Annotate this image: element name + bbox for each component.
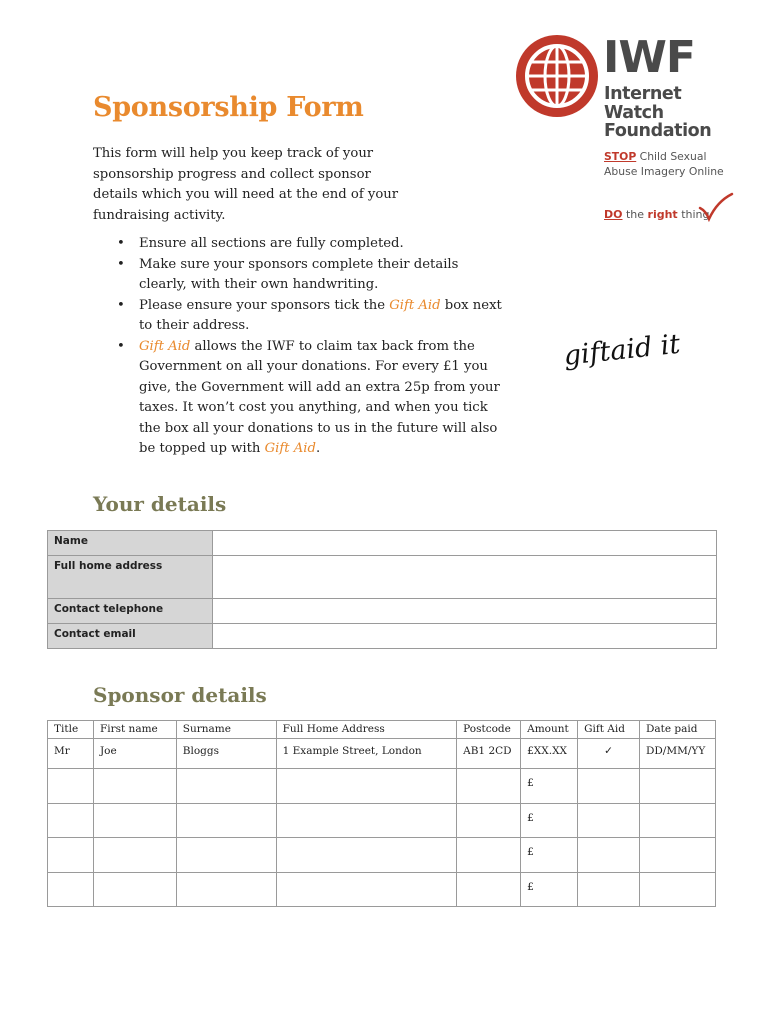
list-item (117, 337, 502, 460)
cell-address[interactable] (276, 838, 457, 873)
tagline-text: Abuse Imagery Online (604, 164, 724, 178)
sponsor-details-heading: Sponsor details (93, 683, 267, 707)
cell-gift-aid-checkbox[interactable] (578, 769, 640, 804)
red-tick-icon (698, 192, 734, 222)
table-header-row (48, 721, 716, 739)
cell-surname[interactable]: Bloggs (176, 739, 276, 769)
tagline-text: thing (677, 208, 710, 221)
table-row (48, 872, 716, 907)
cell-surname[interactable] (176, 769, 276, 804)
cell-title[interactable] (48, 872, 94, 907)
column-header: Full Home Address (276, 721, 457, 739)
cell-date-paid[interactable] (639, 769, 715, 804)
instructions-list (117, 234, 502, 460)
cell-title[interactable] (48, 769, 94, 804)
bullet-text: Please ensure your sponsors tick the (139, 297, 390, 313)
gift-aid-term: Gift Aid (139, 338, 191, 354)
column-header: Date paid (639, 721, 715, 739)
right-word: right (647, 208, 678, 221)
cell-postcode[interactable] (457, 872, 521, 907)
column-header: Gift Aid (578, 721, 640, 739)
column-header: First name (93, 721, 176, 739)
gift-aid-term: Gift Aid (264, 441, 316, 456)
stop-tagline (604, 150, 724, 179)
email-label: Contact email (48, 624, 213, 649)
column-header: Title (48, 721, 94, 739)
cell-amount[interactable]: £ (521, 872, 578, 907)
cell-amount[interactable]: £ (521, 803, 578, 838)
cell-title[interactable]: Mr (48, 739, 94, 769)
list-item (117, 255, 502, 296)
cell-first-name[interactable] (93, 872, 176, 907)
cell-gift-aid-checkbox[interactable]: ✓ (578, 739, 640, 769)
cell-date-paid[interactable]: DD/MM/YY (639, 739, 715, 769)
email-field[interactable] (213, 624, 717, 649)
cell-first-name[interactable] (93, 803, 176, 838)
bullet-text: allows the IWF to claim tax back from the Government on all your donations. For every £1 you give, the Government will add an extra 25p from your taxes. It won’t cost you anything, and when you tick the box all your donations to us in the future will also be topped up with (139, 338, 500, 456)
cell-first-name[interactable] (93, 769, 176, 804)
cell-address[interactable] (276, 803, 457, 838)
name-field[interactable] (213, 531, 717, 556)
column-header: Postcode (457, 721, 521, 739)
tagline-text: Child Sexual (636, 150, 707, 163)
cell-postcode[interactable]: AB1 2CD (457, 739, 521, 769)
phone-label: Contact telephone (48, 599, 213, 624)
cell-first-name[interactable]: Joe (93, 739, 176, 769)
cell-gift-aid-checkbox[interactable] (578, 872, 640, 907)
cell-title[interactable] (48, 803, 94, 838)
bullet-text: Make sure your sponsors complete their details clearly, with their own handwriting. (139, 256, 459, 292)
cell-postcode[interactable] (457, 769, 521, 804)
gift-aid-logo-text: giftaid it (562, 328, 682, 372)
your-details-heading: Your details (93, 492, 227, 516)
cell-date-paid[interactable] (639, 803, 715, 838)
gift-aid-term: Gift Aid (389, 297, 441, 313)
stop-word: STOP (604, 150, 637, 163)
cell-address[interactable] (276, 769, 457, 804)
cell-gift-aid-checkbox[interactable] (578, 838, 640, 873)
cell-amount[interactable]: £ (521, 769, 578, 804)
cell-date-paid[interactable] (639, 872, 715, 907)
bullet-text: . (315, 441, 321, 456)
tagline-text: the (622, 208, 648, 221)
column-header: Amount (521, 721, 578, 739)
cell-amount[interactable]: £XX.XX (521, 739, 578, 769)
cell-surname[interactable] (176, 872, 276, 907)
page-title: Sponsorship Form (93, 92, 364, 123)
cell-address[interactable]: 1 Example Street, London (276, 739, 457, 769)
cell-amount[interactable]: £ (521, 838, 578, 873)
cell-postcode[interactable] (457, 838, 521, 873)
table-row (48, 739, 716, 769)
cell-postcode[interactable] (457, 803, 521, 838)
table-row (48, 803, 716, 838)
iwf-logo-subtitle (604, 85, 711, 141)
do-word: DO (604, 208, 623, 221)
iwf-logo-text: IWF (603, 32, 695, 83)
column-header: Surname (176, 721, 276, 739)
logo-line: Internet (604, 84, 682, 104)
list-item (117, 234, 502, 255)
name-label: Name (48, 531, 213, 556)
address-label: Full home address (48, 556, 213, 599)
table-row (48, 838, 716, 873)
cell-surname[interactable] (176, 838, 276, 873)
table-row (48, 769, 716, 804)
your-details-table (47, 530, 717, 649)
address-field[interactable] (213, 556, 717, 599)
bullet-text: Ensure all sections are fully completed. (139, 236, 404, 251)
cell-gift-aid-checkbox[interactable] (578, 803, 640, 838)
intro-text: This form will help you keep track of your sponsorship progress and collect sponsor details which you will need at the end of your fundraising activity. (93, 146, 399, 223)
cell-title[interactable] (48, 838, 94, 873)
phone-field[interactable] (213, 599, 717, 624)
cell-address[interactable] (276, 872, 457, 907)
do-right-thing-tagline (604, 208, 710, 221)
cell-surname[interactable] (176, 803, 276, 838)
logo-line: Foundation (604, 121, 712, 141)
list-item (117, 296, 502, 337)
cell-date-paid[interactable] (639, 838, 715, 873)
cell-first-name[interactable] (93, 838, 176, 873)
sponsor-details-table (47, 720, 716, 907)
bullet-text: box next to their address. (139, 297, 502, 333)
logo-line: Watch (604, 102, 664, 123)
gift-aid-logo-icon (560, 325, 700, 375)
